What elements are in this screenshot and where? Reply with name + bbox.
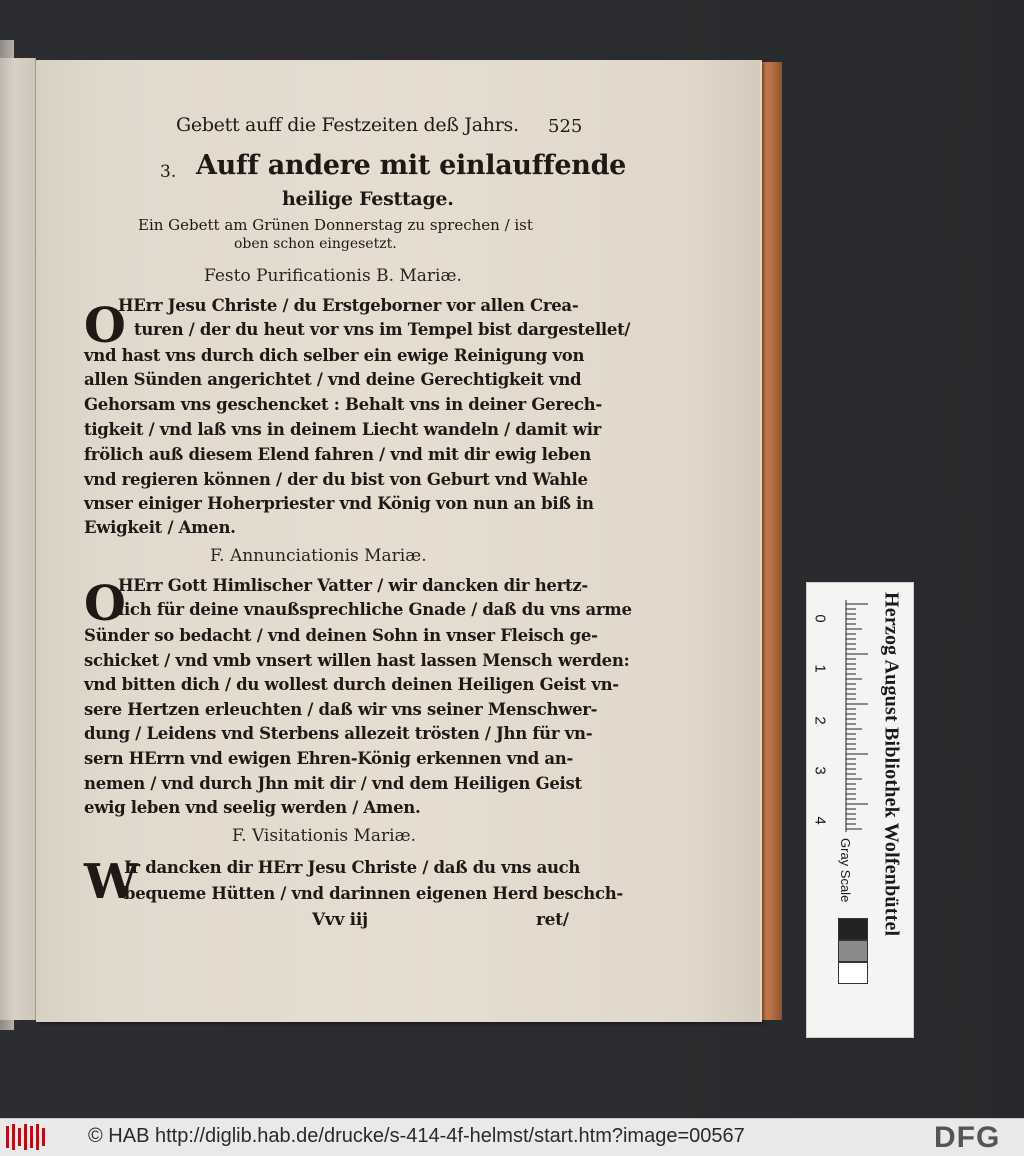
text-line: Sünder so bedacht / vnd deinen Sohn in vnser Fleisch ge- bbox=[84, 626, 598, 645]
text-line: tigkeit / vnd laß vns in deinem Liecht wandeln / damit wir bbox=[84, 420, 602, 439]
heading-subtitle: heilige Festtage. bbox=[282, 188, 454, 210]
heading-intro-line2: oben schon eingesetzt. bbox=[234, 236, 397, 252]
text-line: Ewigkeit / Amen. bbox=[84, 518, 236, 537]
gray-swatch-white bbox=[838, 962, 868, 984]
page-number: 525 bbox=[548, 116, 583, 137]
ruler-number: 1 bbox=[811, 664, 829, 673]
ruler-number: 3 bbox=[811, 766, 829, 775]
text-line: sere Hertzen erleuchten / daß wir vns seiner Menschwer- bbox=[84, 700, 598, 719]
drop-cap: W bbox=[84, 854, 138, 910]
ruler-number: 4 bbox=[811, 816, 829, 825]
ruler-number: 0 bbox=[811, 614, 829, 623]
text-line: HErr Gott Himlischer Vatter / wir dancken dir hertz- bbox=[118, 576, 588, 595]
text-line: vnd regieren können / der du bist von Geburt vnd Wahle bbox=[84, 470, 588, 489]
text-line: turen / der du heut vor vns im Tempel bist dargestellet/ bbox=[134, 320, 631, 339]
copyright-link[interactable]: © HAB http://diglib.hab.de/drucke/s-414-4f-helmst/start.htm?image=00567 bbox=[88, 1125, 745, 1147]
text-line: Ir dancken dir HErr Jesu Christe / daß du vns auch bbox=[124, 858, 581, 877]
text-line: schicket / vnd vmb vnsert willen hast lassen Mensch werden: bbox=[84, 651, 630, 670]
ruler bbox=[840, 600, 870, 832]
institution-label: Herzog August Bibliothek Wolfenbüttel bbox=[880, 592, 903, 937]
text-line: lich für deine vnaußsprechliche Gnade / daß du vns arme bbox=[118, 600, 632, 619]
text-line: vnd hast vns durch dich selber ein ewige Reinigung von bbox=[84, 346, 585, 365]
gray-swatch-black bbox=[838, 918, 868, 940]
text-line: vnd bitten dich / du wollest durch deinen Heiligen Geist vn- bbox=[84, 675, 619, 694]
gray-swatch-mid bbox=[838, 940, 868, 962]
catchword: ret/ bbox=[536, 910, 569, 930]
signature-mark: Vvv iij bbox=[312, 910, 368, 930]
heading-title: Auff andere mit einlauffende bbox=[196, 150, 627, 181]
text-line: vnser einiger Hoherpriester vnd König von nun an biß in bbox=[84, 494, 594, 513]
hab-logo-icon bbox=[4, 1122, 48, 1152]
gray-scale-label: Gray Scale bbox=[838, 838, 853, 903]
ruler-number: 2 bbox=[811, 716, 829, 725]
page-edge-line bbox=[760, 62, 762, 1020]
drop-cap: O bbox=[84, 298, 126, 354]
text-line: frölich auß diesem Elend fahren / vnd mit dir ewig leben bbox=[84, 445, 591, 464]
heading-number: 3. bbox=[160, 162, 177, 182]
text-line: dung / Leidens vnd Sterbens allezeit trösten / Jhn für vn- bbox=[84, 724, 593, 743]
drop-cap: O bbox=[84, 576, 126, 632]
text-line: ewig leben vnd seelig werden / Amen. bbox=[84, 798, 421, 817]
section-heading: Festo Purificationis B. Mariæ. bbox=[204, 266, 462, 286]
text-line: nemen / vnd durch Jhn mit dir / vnd dem Heiligen Geist bbox=[84, 774, 582, 793]
section-heading: F. Annunciationis Mariæ. bbox=[210, 546, 427, 566]
text-line: bequeme Hütten / vnd darinnen eigenen Herd beschch- bbox=[124, 884, 623, 903]
heading-intro-line1: Ein Gebett am Grünen Donnerstag zu sprechen / ist bbox=[138, 216, 533, 234]
dfg-logo: DFG bbox=[934, 1121, 1001, 1154]
section-heading: F. Visitationis Mariæ. bbox=[232, 826, 417, 846]
text-line: sern HErrn vnd ewigen Ehren-König erkennen vnd an- bbox=[84, 749, 574, 768]
text-line: allen Sünden angerichtet / vnd deine Gerechtigkeit vnd bbox=[84, 370, 582, 389]
text-line: Gehorsam vns geschencket : Behalt vns in deiner Gerech- bbox=[84, 395, 602, 414]
text-line: HErr Jesu Christe / du Erstgeborner vor allen Crea- bbox=[118, 296, 579, 315]
running-title: Gebett auff die Festzeiten deß Jahrs. bbox=[176, 114, 519, 136]
previous-page-edge bbox=[0, 58, 36, 1020]
